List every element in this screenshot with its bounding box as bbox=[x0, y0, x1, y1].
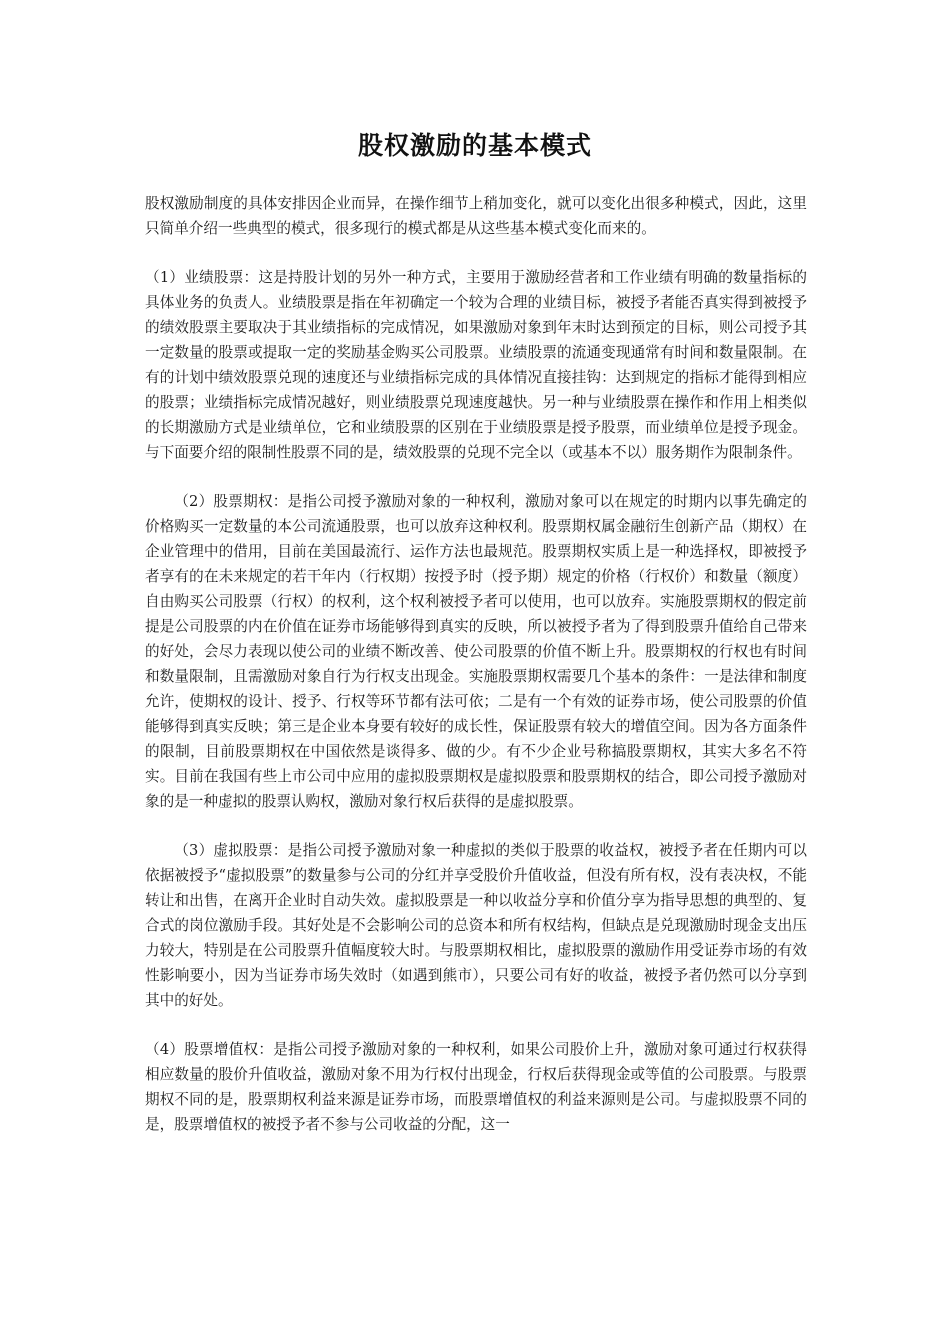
paragraph-gap bbox=[145, 1013, 807, 1037]
document-body bbox=[145, 191, 807, 1137]
section-stock-options: （2）股票期权：是指公司授予激励对象的一种权利，激励对象可以在规定的时期内以事先确定的价格购买一定数量的本公司流通股票，也可以放弃这种权利。股票期权属金融衍生创新产品（期权）在企业管理中的借用，目前在美国最流行、运作方法也最规范。股票期权实质上是一种选择权，即被授予者享有的在未来规定的若干年内（行权期）按授予时（授予期）规定的价格（行权价）和数量（额度）自由购买公司股票（行权）的权利，这个权利被授予者可以使用，也可以放弃。实施股票期权的假定前提是公司股票的内在价值在证券市场能够得到真实的反映，所以被授予者为了得到股票升值给自己带来的好处，会尽力表现以使公司的业绩不断改善、使公司股票的价值不断上升。股票期权的行权也有时间和数量限制，且需激励对象自行为行权支出现金。实施股票期权需要几个基本的条件：一是法律和制度允许，使期权的设计、授予、行权等环节都有法可依；二是有一个有效的证券市场，使公司股票的价值能够得到真实反映；第三是企业本身要有较好的成长性，保证股票有较大的增值空间。因为各方面条件的限制，目前股票期权在中国依然是谈得多、做的少。有不少企业号称搞股票期权，其实大多名不符实。目前在我国有些上市公司中应用的虚拟股票期权是虚拟股票和股票期权的结合，即公司授予激励对象的是一种虚拟的股票认购权，激励对象行权后获得的是虚拟股票。 bbox=[145, 493, 807, 810]
intro-paragraph: 股权激励制度的具体安排因企业而异，在操作细节上稍加变化，就可以变化出很多种模式，因此，这里只简单介绍一些典型的模式，很多现行的模式都是从这些基本模式变化而来的。 bbox=[145, 195, 807, 237]
document-title: 股权激励的基本模式 bbox=[357, 131, 592, 160]
section-phantom-stock: （3）虚拟股票：是指公司授予激励对象一种虚拟的类似于股票的收益权，被授予者在任期内可以依据被授予“虚拟股票”的数量参与公司的分红并享受股价升值收益，但没有所有权，没有表决权，不能转让和出售，在离开企业时自动失效。虚拟股票是一种以收益分享和价值分享为指导思想的典型的、复合式的岗位激励手段。其好处是不会影响公司的总资本和所有权结构，但缺点是兑现激励时现金支出压力较大，特别是在公司股票升值幅度较大时。与股票期权相比，虚拟股票的激励作用受证券市场的有效性影响要小，因为当证券市场失效时（如遇到熊市），只要公司有好的收益，被授予者仍然可以分享到其中的好处。 bbox=[145, 842, 807, 1009]
paragraph-gap bbox=[145, 241, 807, 265]
paragraph-gap bbox=[145, 465, 807, 489]
paragraph-gap bbox=[145, 814, 807, 838]
section-stock-appreciation-rights: （4）股票增值权：是指公司授予激励对象的一种权利，如果公司股价上升，激励对象可通过行权获得相应数量的股价升值收益，激励对象不用为行权付出现金，行权后获得现金或等值的公司股票。与股票期权不同的是，股票期权利益来源是证券市场，而股票增值权的利益来源则是公司。与虚拟股票不同的是，股票增值权的被授予者不参与公司收益的分配，这一 bbox=[145, 1041, 807, 1133]
section-performance-shares: （1）业绩股票：这是持股计划的另外一种方式，主要用于激励经营者和工作业绩有明确的数量指标的具体业务的负责人。业绩股票是指在年初确定一个较为合理的业绩目标，被授予者能否真实得到被授予的绩效股票主要取决于其业绩指标的完成情况，如果激励对象到年末时达到预定的目标，则公司授予其一定数量的股票或提取一定的奖励基金购买公司股票。业绩股票的流通变现通常有时间和数量限制。在有的计划中绩效股票兑现的速度还与业绩指标完成的具体情况直接挂钩：达到规定的指标才能得到相应的股票；业绩指标完成情况越好，则业绩股票兑现速度越快。另一种与业绩股票在操作和作用上相类似的长期激励方式是业绩单位，它和业绩股票的区别在于业绩股票是授予股票，而业绩单位是授予现金。与下面要介绍的限制性股票不同的是，绩效股票的兑现不完全以（或基本不以）服务期作为限制条件。 bbox=[145, 269, 807, 461]
